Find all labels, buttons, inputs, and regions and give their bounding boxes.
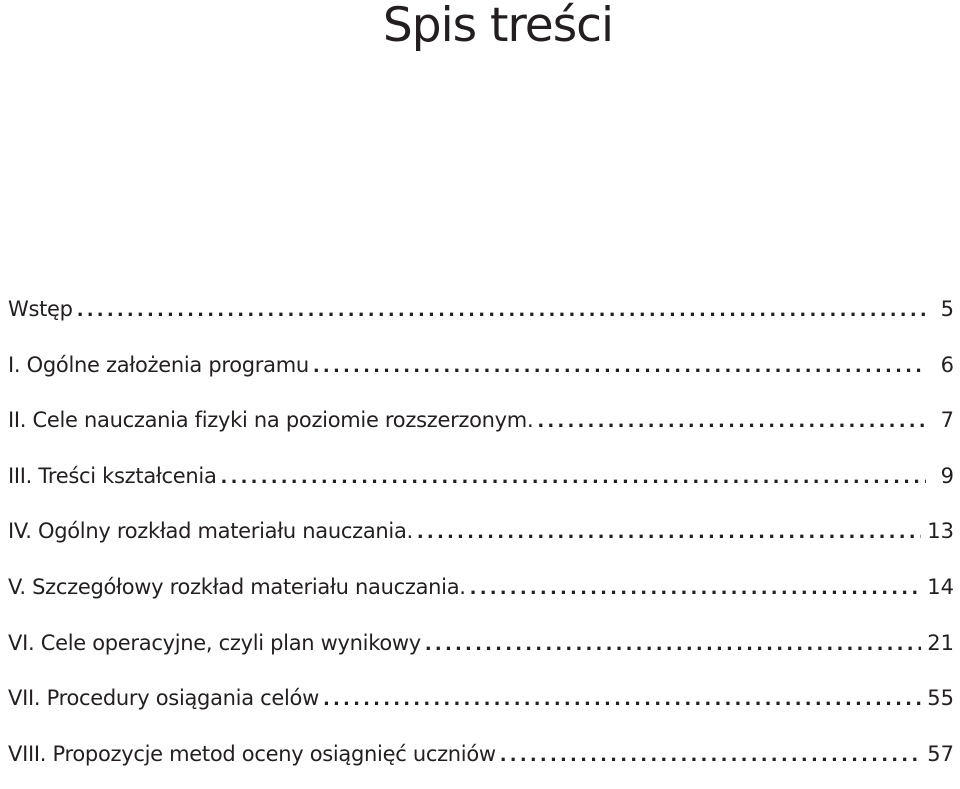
toc-entry-detailed-schedule[interactable] [8,567,954,623]
dot-leader [500,736,922,776]
toc-entry-procedures[interactable] [8,678,954,734]
dot-leader [417,513,921,553]
dot-leader [425,625,921,665]
toc-entry-assessment-methods[interactable] [8,734,954,789]
toc-entry-page-number: 21 [927,630,954,655]
toc-entry-page-number: 9 [940,463,954,488]
toc-entry-label: VI. Cele operacyjne, czyli plan wynikowy [8,630,421,655]
toc-entry-page-number: 13 [927,519,954,544]
toc-entry-operational-goals[interactable] [8,623,954,679]
table-of-contents [8,289,954,789]
toc-entry-teaching-goals[interactable] [8,400,954,456]
dot-leader [313,347,926,387]
toc-entry-page-number: 14 [927,574,954,599]
toc-entry-page-number: 7 [940,408,954,433]
toc-entry-page-number: 5 [940,297,954,321]
dot-leader [77,291,926,331]
toc-entry-label: VII. Procedury osiągania celów [8,686,319,711]
toc-entry-label: V. Szczegółowy rozkład materiału nauczania. [8,574,466,599]
toc-entry-general-schedule[interactable] [8,511,954,567]
page-title: Spis treści [382,0,614,53]
dot-leader [470,569,922,609]
dot-leader [537,402,926,442]
toc-entry-label: VIII. Propozycje metod oceny osiągnięć uczniów [8,741,496,766]
toc-entry-curriculum-content[interactable] [8,456,954,512]
dot-leader [323,680,921,720]
toc-entry-page-number: 6 [940,352,954,377]
toc-entry-general-assumptions[interactable] [8,345,954,401]
dot-leader [221,458,926,498]
toc-entry-page-number: 57 [927,741,954,766]
toc-entry-label: Wstęp [8,297,73,321]
toc-entry-page-number: 55 [927,686,954,711]
toc-entry-label: III. Treści kształcenia [8,463,217,488]
toc-entry-label: I. Ogólne założenia programu [8,352,309,377]
toc-entry-introduction[interactable] [8,289,954,345]
toc-entry-label: IV. Ogólny rozkład materiału nauczania. [8,519,413,544]
toc-entry-label: II. Cele nauczania fizyki na poziomie rozszerzonym. [8,408,534,433]
